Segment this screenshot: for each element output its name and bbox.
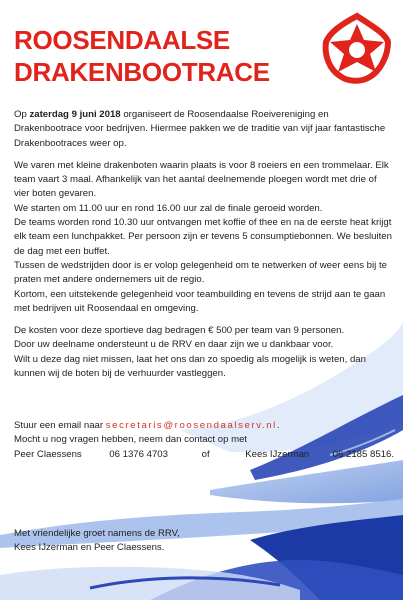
contact1-phone: 06 1376 4703 <box>109 448 168 460</box>
email-link[interactable]: secretaris@roosendaalserv.nl <box>105 420 277 431</box>
rrv-star-logo-icon <box>322 12 392 84</box>
intro-paragraph <box>14 108 392 151</box>
body-text <box>14 108 392 381</box>
intro-prefix: Op <box>14 109 30 120</box>
sign-off <box>14 527 180 556</box>
contact-or: of <box>201 448 210 460</box>
title-line-2: DRAKENBOOTRACE <box>14 57 270 87</box>
contact2-name: Kees IJzerman <box>245 448 310 460</box>
paragraph-call-to-action: Wilt u deze dag niet missen, laat het ons dan zo spoedig als mogelijk is weten, dan kunnen wij de boten bij de verhuurder vastleggen. <box>14 353 366 380</box>
contact-block <box>14 419 394 462</box>
contact-row <box>14 448 394 462</box>
title-line-1: ROOSENDAALSE <box>14 25 230 55</box>
page-title <box>14 24 270 88</box>
paragraph-support: Door uw deelname ondersteunt u de RRV en daar zijn we u dankbaar voor. <box>14 339 334 351</box>
email-line <box>14 419 394 433</box>
paragraph-schedule: We starten om 11.00 uur en rond 16.00 uur zal de finale geroeid worden. <box>14 202 323 214</box>
event-date: zaterdag 9 juni 2018 <box>29 109 121 120</box>
contact1-name: Peer Claessens <box>14 448 82 460</box>
paragraph-networking: Tussen de wedstrijden door is er volop gelegenheid om te netwerken of weer eens bij te praten met andere ondernemers uit de regio. <box>14 259 387 286</box>
paragraph-summary: Kortom, een uitstekende gelegenheid voor teambuilding en tevens de strijd aan te gaan met bedrijven uit Roosendaal en omgeving. <box>14 288 386 314</box>
intro-rest: organiseert de Roosendaalse Roeivereniging en Drakenbootrace voor bedrijven. Hiermee pakken we de traditie van vijf jaar fantastische Drakenbootraces weer op. <box>14 109 386 149</box>
closing-greeting: Met vriendelijke groet namens de RRV, <box>14 528 180 539</box>
paragraph-boats: We varen met kleine drakenboten waarin plaats is voor 8 roeiers en een trommelaar. Elk team vaart 3 maal. Afhankelijk van het aantal deelnemende ploegen wordt met drie of vier boten gevaren. <box>14 159 389 200</box>
closing-names: Kees IJzerman en Peer Claessens. <box>14 542 165 554</box>
contact-line: Mocht u nog vragen hebben, neem dan contact op met <box>14 434 248 446</box>
paragraph-catering: De teams worden rond 10.30 uur ontvangen met koffie of thee en na de eerste heat krijgt elk team een lunchpakket. Per persoon zijn er tevens 5 consumptiebonnen. We besluiten de dag met een buffet. <box>14 217 392 257</box>
email-suffix: . <box>276 420 280 431</box>
paragraph-costs: De kosten voor deze sportieve dag bedragen € 500 per team van 9 personen. <box>14 325 345 337</box>
contact2-phone: 06 2185 8516. <box>332 448 394 460</box>
email-prefix: Stuur een email naar <box>14 420 106 431</box>
